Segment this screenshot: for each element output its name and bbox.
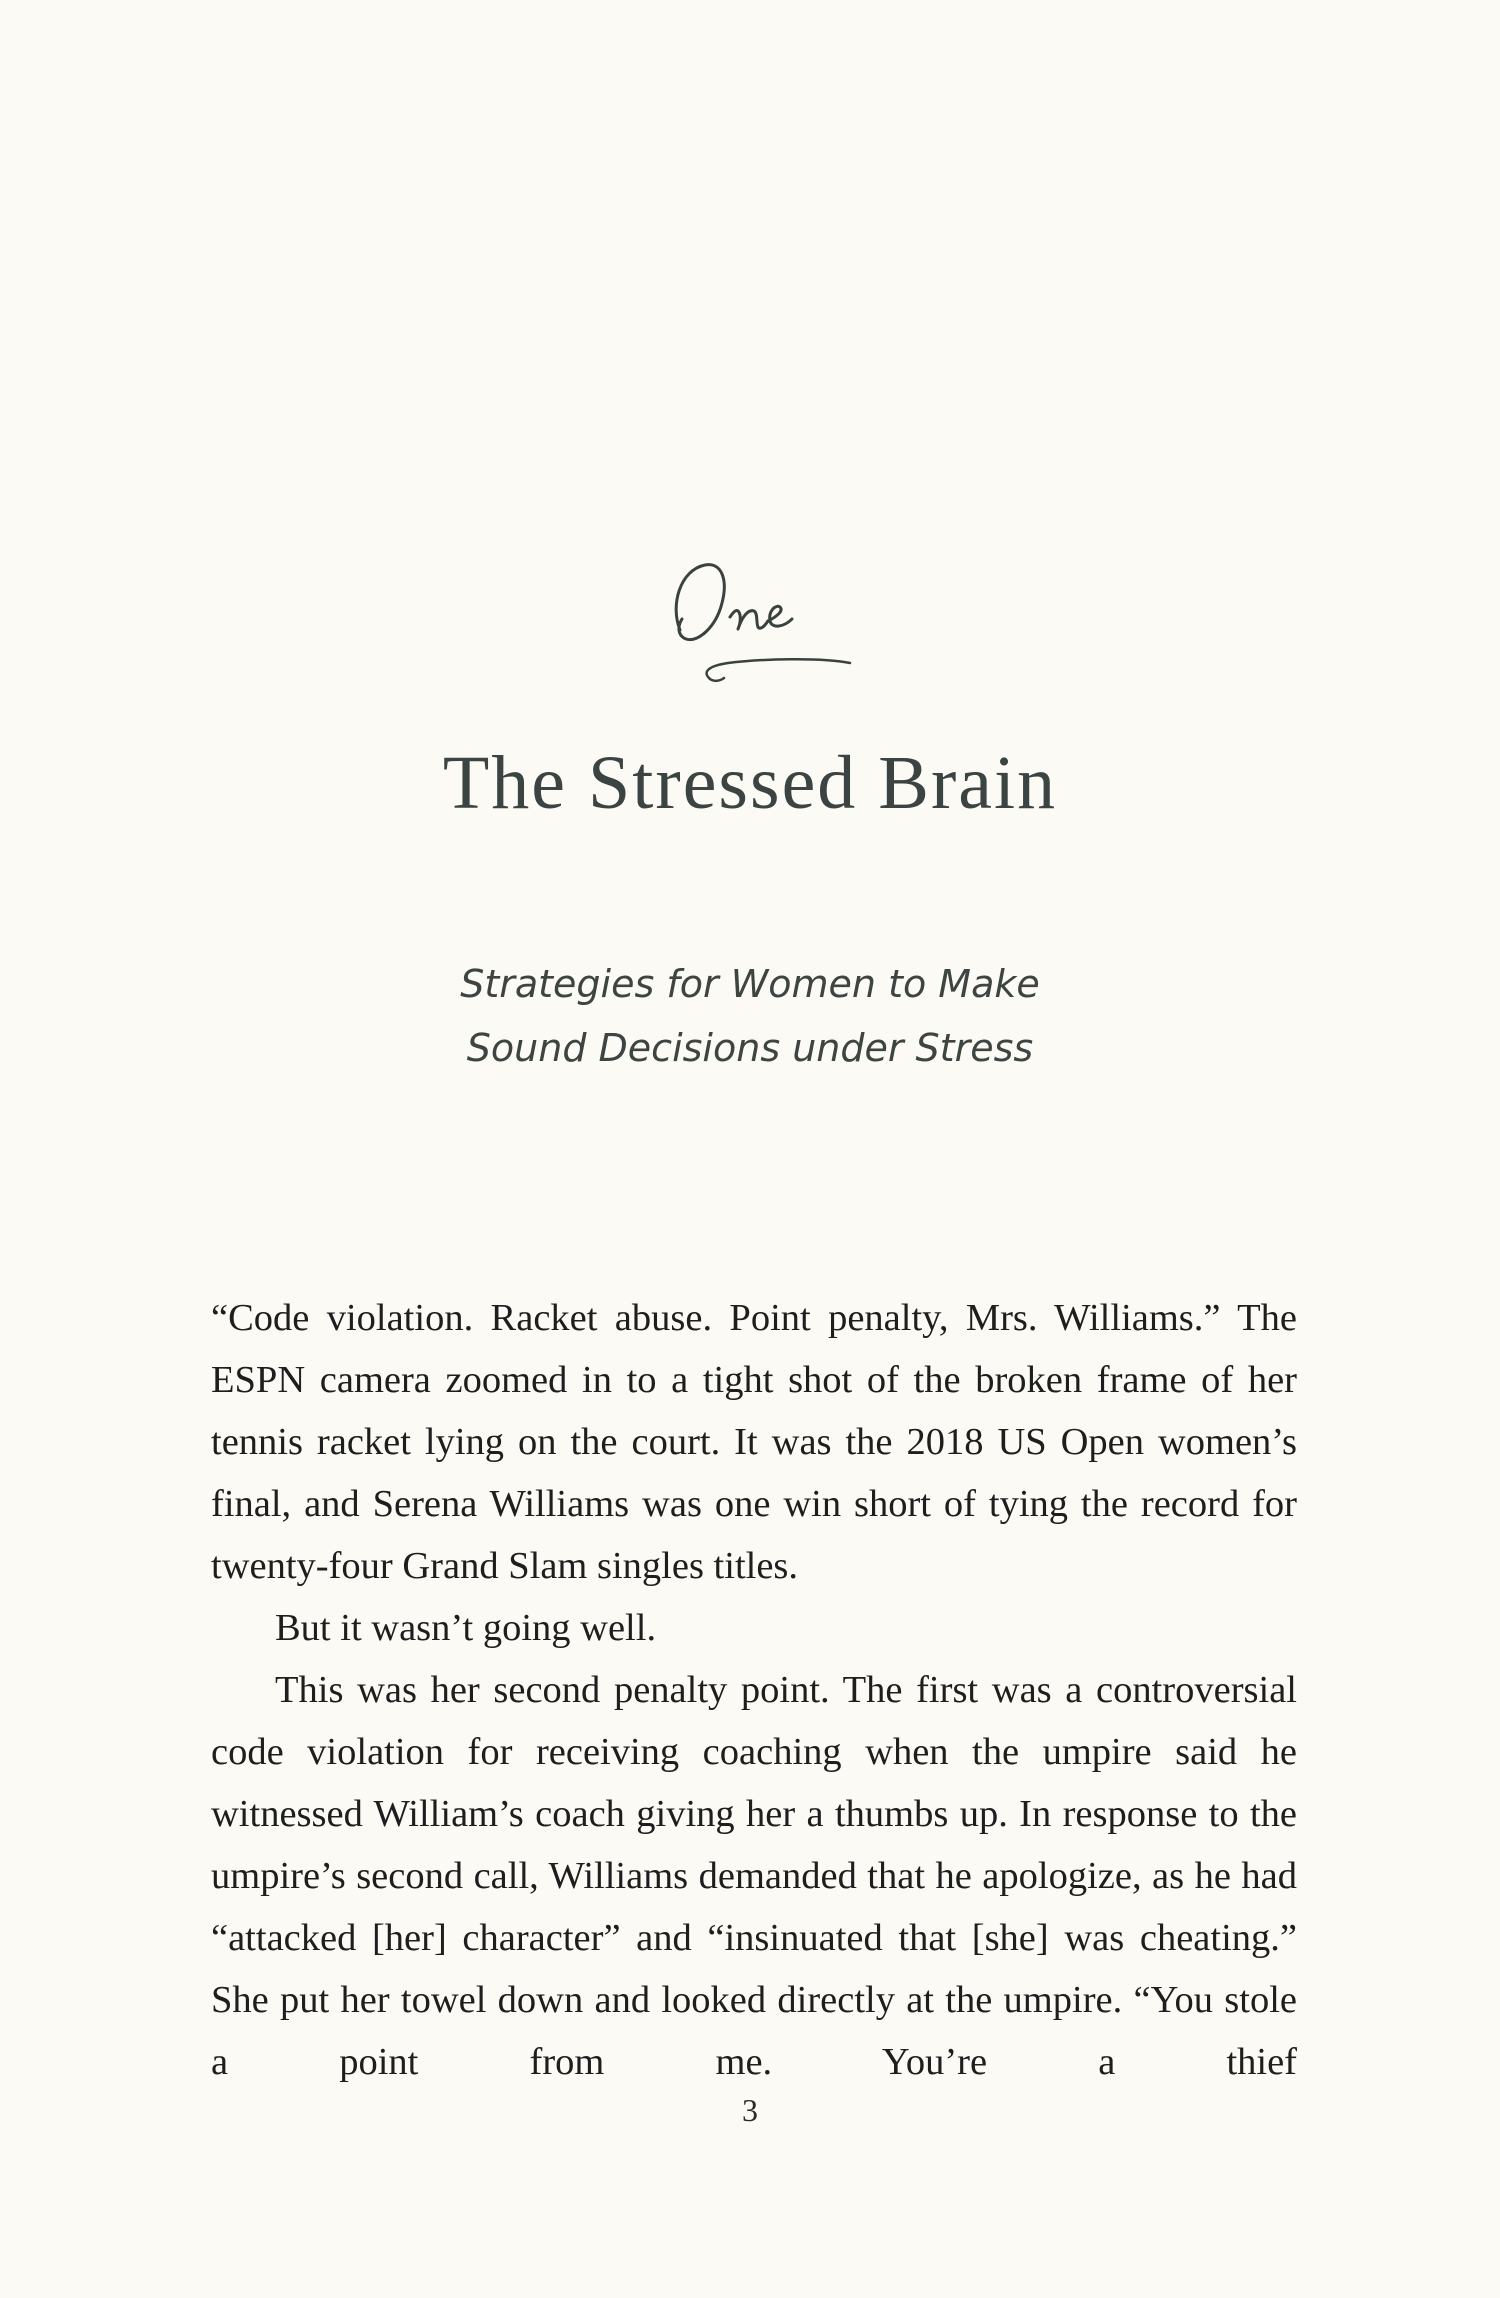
- chapter-number-script: [650, 535, 860, 705]
- subtitle-line-2: Sound Decisions under Stress: [466, 1026, 1034, 1070]
- paragraph: “Code violation. Racket abuse. Point penalty, Mrs. Williams.” The ESPN camera zoomed in to a tight shot of the broken frame of her tennis racket lying on the court. It was the 2018 US Open women’s final, and Serena Williams was one win short of tying the record for twenty-four Grand Slam singles titles.: [211, 1297, 1297, 1587]
- paragraph: This was her second penalty point. The first was a controversial code violation for receiving coaching when the umpire said he witnessed William’s coach giving her a thumbs up. In response to the umpire’s second call, Williams demanded that he apologize, as he had “attacked [her] character” and “insinuated that [she] was cheating.” She put her towel down and looked directly at the umpire. “You stole a point from me. You’re a thief: [211, 1669, 1297, 2083]
- chapter-subtitle: [0, 952, 1500, 1080]
- body-text: [211, 1287, 1297, 2093]
- page-number: 3: [742, 2092, 758, 2128]
- chapter-title: The Stressed Brain: [442, 741, 1058, 825]
- subtitle-line-1: Strategies for Women to Make: [460, 962, 1040, 1006]
- paragraph: But it wasn’t going well.: [275, 1607, 657, 1649]
